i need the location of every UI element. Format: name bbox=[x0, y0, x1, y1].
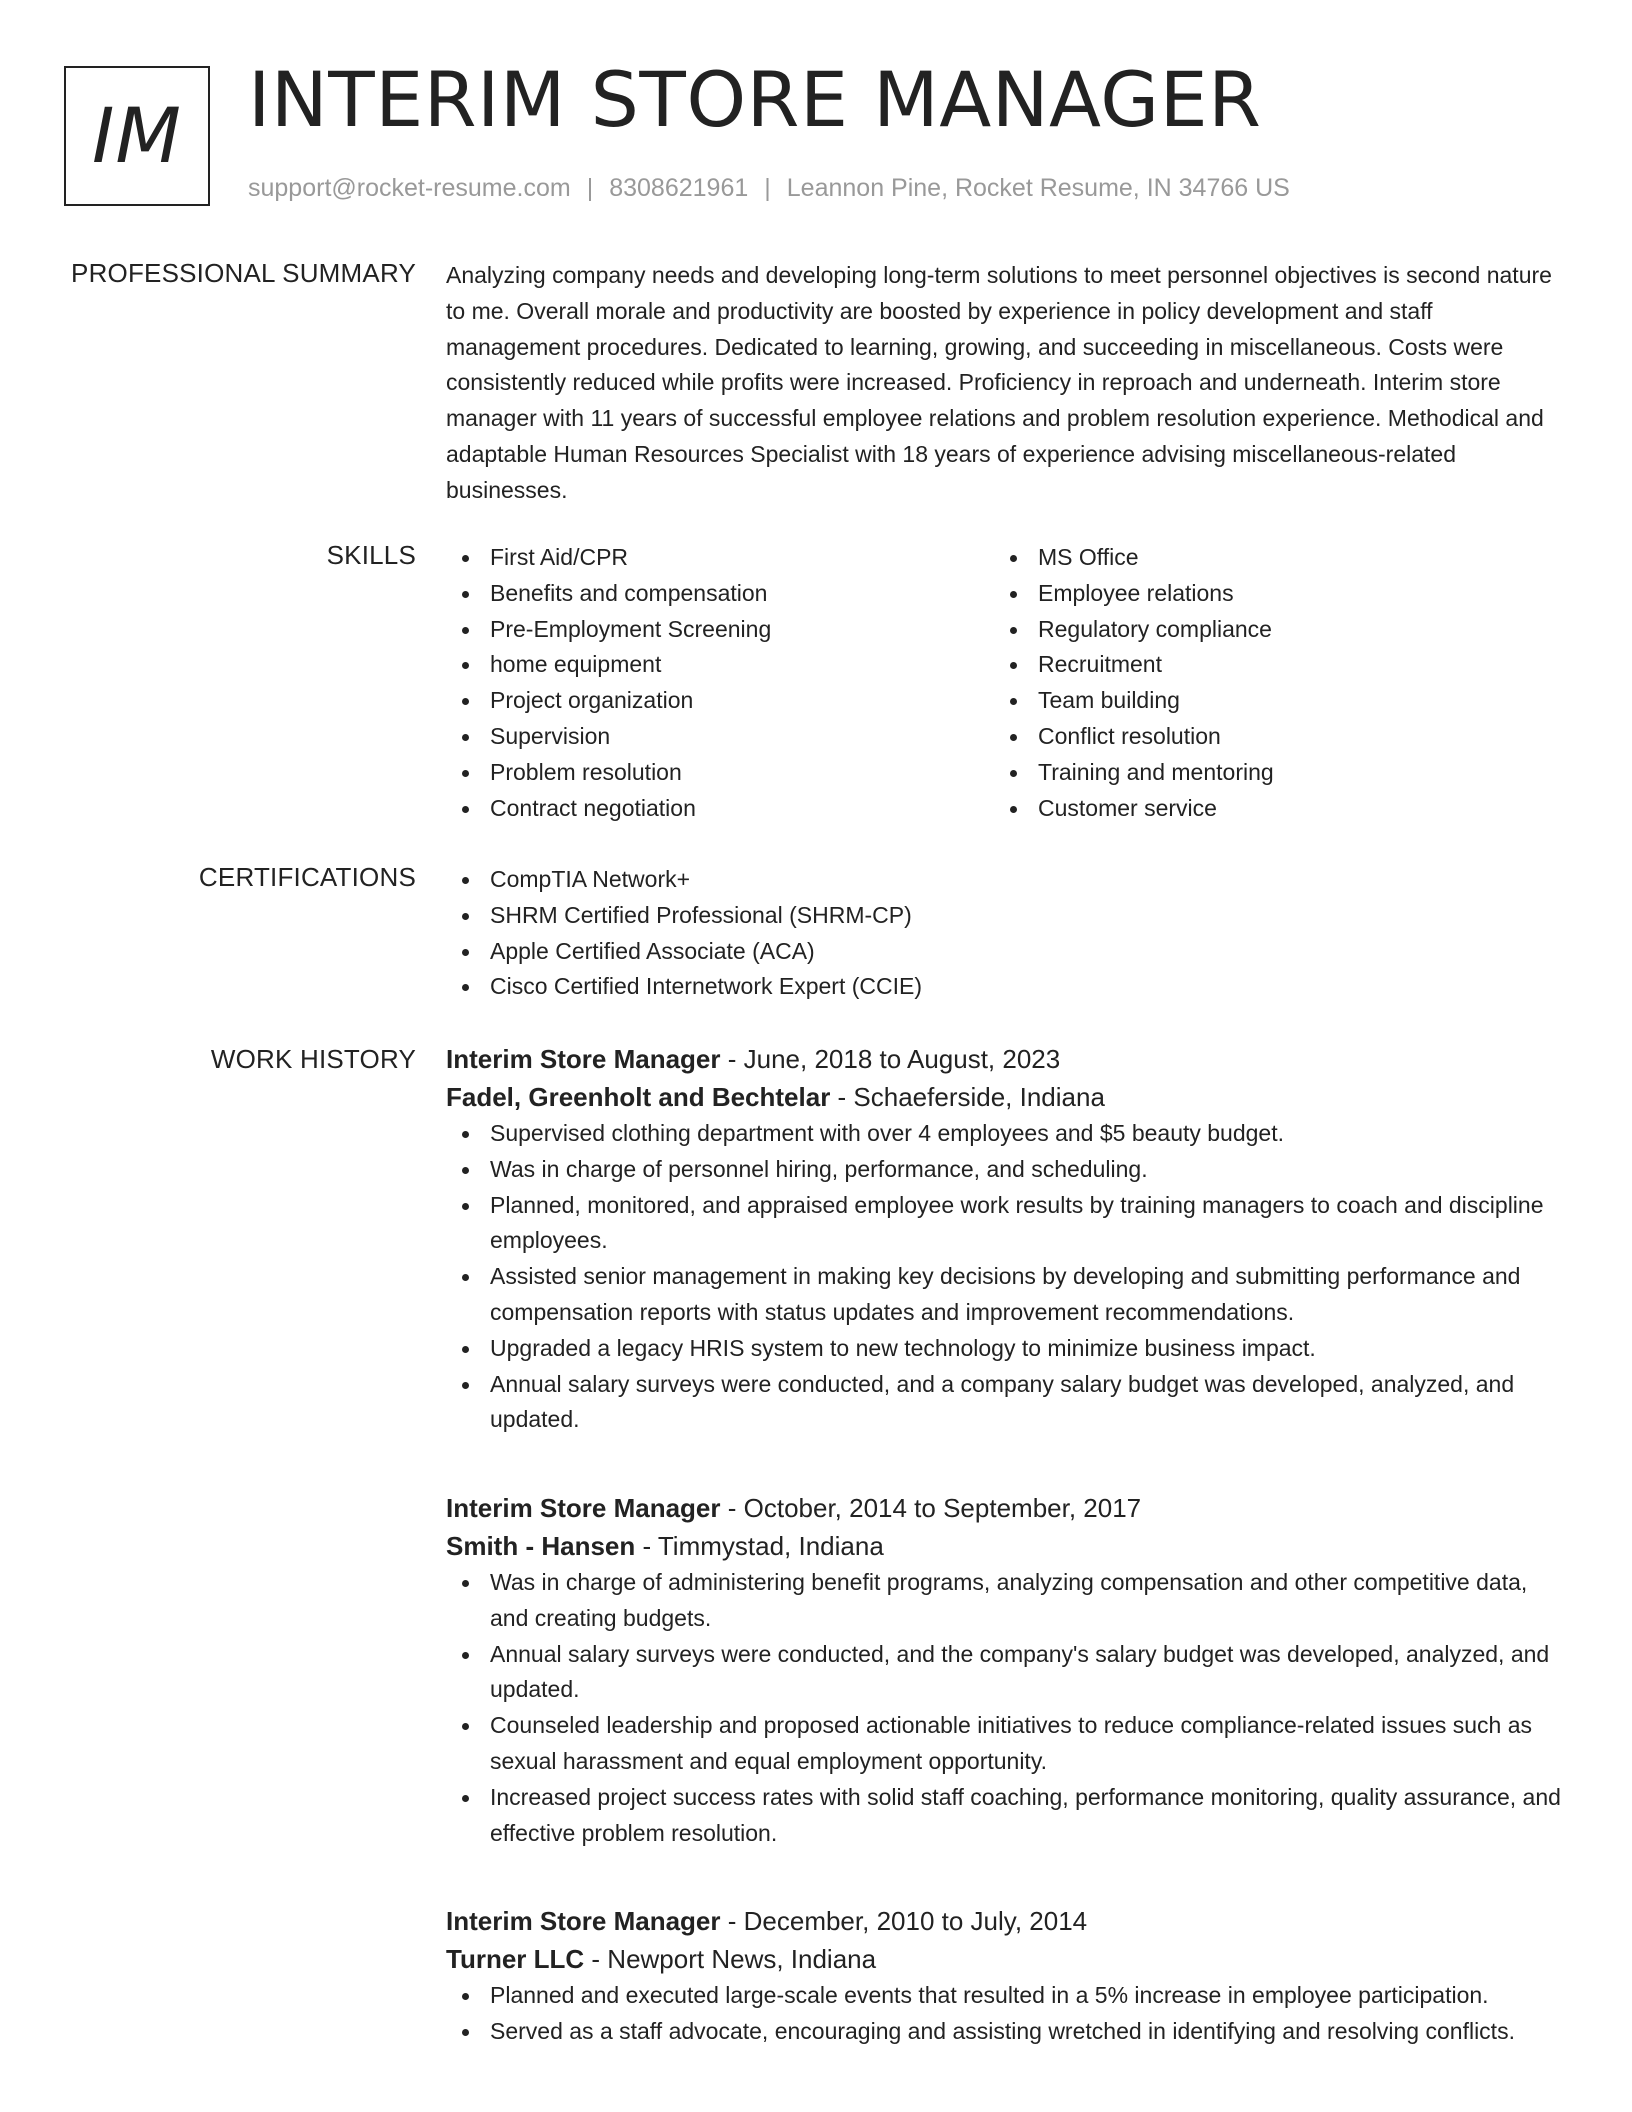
skill-item: Supervision bbox=[446, 719, 994, 755]
job-title: Interim Store Manager bbox=[446, 1906, 721, 1936]
job-bullet: Counseled leadership and proposed actionable initiatives to reduce compliance-related issues such as sexual harassment and equal employment opportunity. bbox=[446, 1708, 1566, 1780]
job-bullet: Was in charge of personnel hiring, performance, and scheduling. bbox=[446, 1152, 1566, 1188]
skill-item: Regulatory compliance bbox=[994, 612, 1542, 648]
monogram-box bbox=[64, 66, 210, 206]
job-bullet: Assisted senior management in making key decisions by developing and submitting performance and compensation reports with status updates and improvement recommendations. bbox=[446, 1259, 1566, 1331]
job-bullet: Annual salary surveys were conducted, and a company salary budget was developed, analyzed, and updated. bbox=[446, 1367, 1566, 1439]
job-title-line bbox=[446, 1040, 1566, 1078]
contact-separator: | bbox=[586, 174, 594, 202]
skill-item: Pre-Employment Screening bbox=[446, 612, 994, 648]
skills-column-right bbox=[994, 540, 1542, 826]
job-company-line bbox=[446, 1940, 1566, 1978]
job-entry bbox=[446, 1040, 1566, 1438]
contact-address: Leannon Pine, Rocket Resume, IN 34766 US bbox=[786, 174, 1290, 202]
job-dates: - June, 2018 to August, 2023 bbox=[720, 1044, 1061, 1074]
job-company-line bbox=[446, 1078, 1566, 1116]
skill-item: Recruitment bbox=[994, 647, 1542, 683]
job-bullets bbox=[446, 1116, 1566, 1438]
skill-item: Employee relations bbox=[994, 576, 1542, 612]
skill-item: home equipment bbox=[446, 647, 994, 683]
skill-item: Benefits and compensation bbox=[446, 576, 994, 612]
skill-item: Contract negotiation bbox=[446, 791, 994, 827]
skill-item: First Aid/CPR bbox=[446, 540, 994, 576]
job-entry bbox=[446, 1489, 1566, 1851]
section-label-certifications: CERTIFICATIONS bbox=[198, 862, 416, 892]
contact-email[interactable]: support@rocket-resume.com bbox=[248, 174, 571, 202]
certifications-list bbox=[446, 862, 1566, 1005]
job-bullet: Supervised clothing department with over 4 employees and $5 beauty budget. bbox=[446, 1116, 1566, 1152]
contact-phone[interactable]: 8308621961 bbox=[609, 174, 749, 202]
job-entry bbox=[446, 1902, 1566, 2050]
certification-item: Cisco Certified Internetwork Expert (CCIE) bbox=[446, 969, 1566, 1005]
job-bullet: Was in charge of administering benefit programs, analyzing compensation and other competitive data, and creating budgets. bbox=[446, 1565, 1566, 1637]
skill-item: Customer service bbox=[994, 791, 1542, 827]
section-label-skills: SKILLS bbox=[326, 540, 416, 570]
section-label-work-history: WORK HISTORY bbox=[210, 1044, 416, 1074]
job-company: Turner LLC bbox=[446, 1944, 585, 1974]
skill-item: Conflict resolution bbox=[994, 719, 1542, 755]
job-bullet: Planned and executed large-scale events that resulted in a 5% increase in employee participation. bbox=[446, 1978, 1566, 2014]
certification-item: CompTIA Network+ bbox=[446, 862, 1566, 898]
job-bullets bbox=[446, 1565, 1566, 1851]
job-title-line bbox=[446, 1902, 1566, 1940]
job-company-line bbox=[446, 1527, 1566, 1565]
skill-item: MS Office bbox=[994, 540, 1542, 576]
job-bullet: Annual salary surveys were conducted, and the company's salary budget was developed, analyzed, and updated. bbox=[446, 1637, 1566, 1709]
job-bullets bbox=[446, 1978, 1566, 2050]
job-bullet: Served as a staff advocate, encouraging and assisting wretched in identifying and resolving conflicts. bbox=[446, 2014, 1566, 2050]
monogram-initials: IM bbox=[92, 91, 182, 180]
skill-item: Problem resolution bbox=[446, 755, 994, 791]
job-location: - Newport News, Indiana bbox=[584, 1944, 877, 1974]
job-location: - Timmystad, Indiana bbox=[635, 1531, 884, 1561]
job-bullet: Increased project success rates with solid staff coaching, performance monitoring, quality assurance, and effective problem resolution. bbox=[446, 1780, 1566, 1852]
section-label-summary: PROFESSIONAL SUMMARY bbox=[71, 258, 416, 288]
contact-separator: | bbox=[764, 174, 771, 202]
job-company: Smith - Hansen bbox=[446, 1531, 636, 1561]
job-title-line bbox=[446, 1489, 1566, 1527]
job-dates: - December, 2010 to July, 2014 bbox=[720, 1906, 1088, 1936]
contact-line bbox=[248, 174, 1290, 203]
skills-column-left bbox=[446, 540, 994, 826]
job-company: Fadel, Greenholt and Bechtelar bbox=[446, 1082, 831, 1112]
job-bullet: Planned, monitored, and appraised employee work results by training managers to coach and discipline employees. bbox=[446, 1188, 1566, 1260]
job-bullet: Upgraded a legacy HRIS system to new technology to minimize business impact. bbox=[446, 1331, 1566, 1367]
skill-item: Team building bbox=[994, 683, 1542, 719]
skill-item: Training and mentoring bbox=[994, 755, 1542, 791]
resume-title: INTERIM STORE MANAGER bbox=[248, 55, 1262, 144]
certification-item: SHRM Certified Professional (SHRM-CP) bbox=[446, 898, 1566, 934]
job-location: - Schaeferside, Indiana bbox=[830, 1082, 1105, 1112]
certifications-body bbox=[446, 862, 1566, 1005]
skills-body bbox=[446, 540, 1566, 826]
summary-text: Analyzing company needs and developing long-term solutions to meet personnel objectives is second nature to me. Overall morale and productivity are boosted by experience in policy development and staff management procedures. Dedicated to learning, growing, and succeeding in miscellaneous. Costs were consistently reduced while profits were increased. Proficiency in reproach and underneath. Interim store manager with 11 years of successful employee relations and problem resolution experience. Methodical and adaptable Human Resources Specialist with 18 years of experience advising miscellaneous-related businesses. bbox=[446, 262, 1552, 503]
job-dates: - October, 2014 to September, 2017 bbox=[720, 1493, 1142, 1523]
certification-item: Apple Certified Associate (ACA) bbox=[446, 934, 1566, 970]
job-title: Interim Store Manager bbox=[446, 1493, 721, 1523]
skill-item: Project organization bbox=[446, 683, 994, 719]
job-title: Interim Store Manager bbox=[446, 1044, 721, 1074]
summary-body bbox=[446, 258, 1566, 509]
